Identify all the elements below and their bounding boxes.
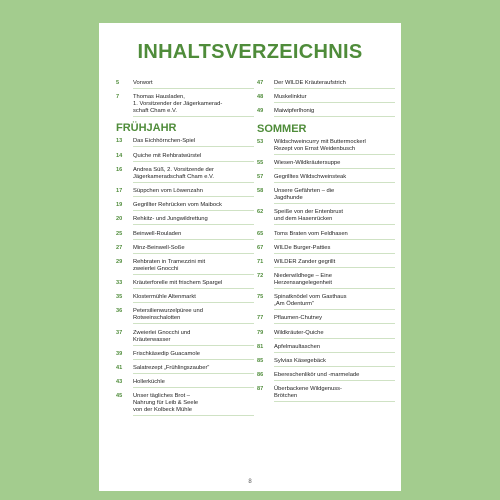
- toc-entry-title: Wildschweincurry mit Buttermockerl Rezept von Ernst Weidenbusch: [274, 139, 395, 155]
- toc-page-number: 29: [116, 258, 123, 265]
- toc-entry: [257, 315, 395, 324]
- toc-page-number: 7: [116, 94, 120, 101]
- toc-entry-title: WILDER Zander gegrillt: [274, 259, 395, 268]
- toc-page-number: 35: [116, 294, 123, 301]
- toc-entry: [257, 231, 395, 240]
- toc-page-number: 13: [116, 138, 123, 145]
- toc-entry: [116, 379, 254, 388]
- toc-entry: [257, 259, 395, 268]
- toc-entry-title: Zweierlei Gnocchi und Kräuterwasser: [133, 330, 254, 346]
- toc-entry-title: Rehkitz- und Jungwildrettung: [133, 216, 254, 225]
- toc-entry-title: Wiesen-Wildkräutersuppe: [274, 160, 395, 169]
- toc-page-number: 19: [116, 202, 123, 209]
- toc-page-number: 37: [116, 329, 123, 336]
- toc-entry: [257, 80, 395, 89]
- toc-entry-title: Petersilienwurzelpüree und Rotweinschalotten: [133, 308, 254, 324]
- toc-entry-title: Frischkäsedip Guacamole: [133, 351, 254, 360]
- toc-column-right: [257, 80, 395, 408]
- toc-entry-title: Unser tägliches Brot – Nahrung für Leib & Seele von der Kolbeck Mühle: [133, 393, 254, 416]
- toc-entry-title: Quiche mit Rehbratwürstel: [133, 153, 254, 162]
- toc-entry: [116, 294, 254, 303]
- toc-entry: [116, 245, 254, 254]
- toc-page-number: 14: [116, 152, 123, 159]
- toc-page-number: 55: [257, 159, 264, 166]
- toc-page-number: 85: [257, 358, 264, 364]
- toc-entry: [257, 358, 395, 367]
- toc-page-number: 5: [116, 80, 120, 86]
- toc-entry-title: WILDe Burger-Patties: [274, 245, 395, 254]
- toc-page-number: 87: [257, 386, 264, 393]
- page-title: INHALTSVERZEICHNIS: [137, 41, 363, 63]
- toc-entry-title: Pflaumen-Chutney: [274, 315, 395, 324]
- toc-entry-title: Rehbraten in Tramezzini mit zweierlei Gnocchi: [133, 259, 254, 275]
- toc-entry: [116, 231, 254, 240]
- toc-entry: [257, 372, 395, 381]
- section-heading-sommer: SOMMER: [257, 122, 307, 135]
- toc-page-number: 79: [257, 329, 264, 336]
- toc-page-number: 16: [116, 166, 123, 173]
- toc-entry: [257, 188, 395, 204]
- toc-entry-title: Gegrillter Rehrücken vom Maibock: [133, 202, 254, 211]
- toc-page-number: 57: [257, 173, 264, 180]
- toc-entry: [257, 245, 395, 254]
- toc-page-number: 67: [257, 244, 264, 251]
- toc-column-left: [116, 80, 254, 422]
- toc-page-number: 62: [257, 209, 264, 216]
- toc-entry: [116, 259, 254, 275]
- toc-entry: [257, 139, 395, 155]
- toc-page-number: 41: [116, 365, 123, 371]
- toc-entry-title: Minz-Beinwell-Soße: [133, 245, 254, 254]
- toc-page-number: 43: [116, 379, 123, 386]
- toc-entry: [257, 330, 395, 339]
- toc-entry: [116, 188, 254, 197]
- toc-entry-title: Wildkräuter-Quiche: [274, 330, 395, 339]
- toc-page-number: 53: [257, 138, 264, 145]
- toc-entry-title: Süppchen vom Löwenzahn: [133, 188, 254, 197]
- toc-page-number: 49: [257, 108, 264, 115]
- page-number: 8: [248, 479, 252, 485]
- toc-entry: [116, 94, 254, 117]
- toc-entry: [257, 344, 395, 353]
- toc-page-number: 81: [257, 343, 264, 350]
- toc-page-number: 86: [257, 372, 264, 379]
- toc-entry: [116, 216, 254, 225]
- toc-entry-title: Überbackene Wildgenuss- Brötchen: [274, 386, 395, 402]
- book-page: [99, 23, 401, 491]
- toc-entry: [257, 160, 395, 169]
- toc-entry-title: Das Eichhörnchen-Spiel: [133, 138, 254, 147]
- toc-entry: [116, 167, 254, 183]
- toc-entry: [116, 330, 254, 346]
- toc-page-number: 36: [116, 308, 123, 315]
- toc-page-number: 72: [257, 273, 264, 280]
- toc-entry: [116, 202, 254, 211]
- toc-entry-title: Spinatknödel vom Gasthaus „Am Ödenturm“: [274, 294, 395, 310]
- toc-entry-title: Beinwell-Rouladen: [133, 231, 254, 240]
- toc-entry-title: Toms Braten vom Feldhasen: [274, 231, 395, 240]
- toc-entry: [257, 386, 395, 402]
- toc-entry: [116, 393, 254, 416]
- toc-page-number: 71: [257, 258, 264, 265]
- toc-page-number: 45: [116, 393, 123, 400]
- toc-entry: [257, 108, 395, 117]
- toc-entry-title: Gegrilltes Wildschweinsteak: [274, 174, 395, 183]
- toc-page-number: 25: [116, 230, 123, 237]
- toc-entry-title: Niederwildhege – Eine Herzensangelegenheit: [274, 273, 395, 289]
- toc-entry: [116, 138, 254, 147]
- toc-page-number: 77: [257, 315, 264, 322]
- toc-entry: [257, 209, 395, 225]
- toc-page-number: 39: [116, 350, 123, 357]
- toc-entry-title: Hollerküchle: [133, 379, 254, 388]
- toc-page-number: 20: [116, 216, 123, 223]
- toc-entry-title: Vorwort: [133, 80, 254, 89]
- toc-page-number: 48: [257, 94, 264, 101]
- toc-entry: [257, 174, 395, 183]
- toc-entry-title: Muskelinktur: [274, 94, 395, 103]
- toc-page-number: 27: [116, 244, 123, 251]
- toc-entry-title: Andrea Süß, 2. Vorsitzende der Jägerkameradschaft Cham e.V.: [133, 167, 254, 183]
- toc-entry: [116, 308, 254, 324]
- toc-entry-title: Klostermühle Altenmarkt: [133, 294, 254, 303]
- toc-entry-title: Sylvias Käsegebäck: [274, 358, 395, 367]
- toc-entry: [116, 80, 254, 89]
- toc-page-number: 47: [257, 80, 264, 86]
- toc-entry: [257, 273, 395, 289]
- toc-page-number: 17: [116, 187, 123, 194]
- toc-page-number: 65: [257, 230, 264, 237]
- toc-entry-title: Thomas Hausladen, 1. Vorsitzender der Jägerkamerad- schaft Cham e.V.: [133, 94, 254, 117]
- toc-entry-title: Speiße von der Entenbrust und dem Hasenrücken: [274, 209, 395, 225]
- toc-entry-title: Salatrezept „Frühlingszauber“: [133, 365, 254, 374]
- toc-entry: [257, 94, 395, 103]
- toc-entry: [116, 280, 254, 289]
- toc-entry-title: Unsere Gefährten – die Jagdhunde: [274, 188, 395, 204]
- toc-entry-title: Apfelmaultaschen: [274, 344, 395, 353]
- toc-page-number: 33: [116, 280, 123, 287]
- toc-entry: [116, 351, 254, 360]
- toc-entry-title: Kräuterforelle mit frischem Spargel: [133, 280, 254, 289]
- toc-page-number: 75: [257, 294, 264, 301]
- toc-entry-title: Ebereschenlikör und -marmelade: [274, 372, 395, 381]
- toc-page-number: 58: [257, 188, 264, 195]
- toc-entry: [116, 365, 254, 374]
- toc-entry-title: Der WILDE Kräuteraufstrich: [274, 80, 395, 89]
- toc-entry: [116, 153, 254, 162]
- toc-entry-title: Maiwipferlhonig: [274, 108, 395, 117]
- section-heading-fruehjahr: FRÜHJAHR: [116, 122, 177, 135]
- toc-entry: [257, 294, 395, 310]
